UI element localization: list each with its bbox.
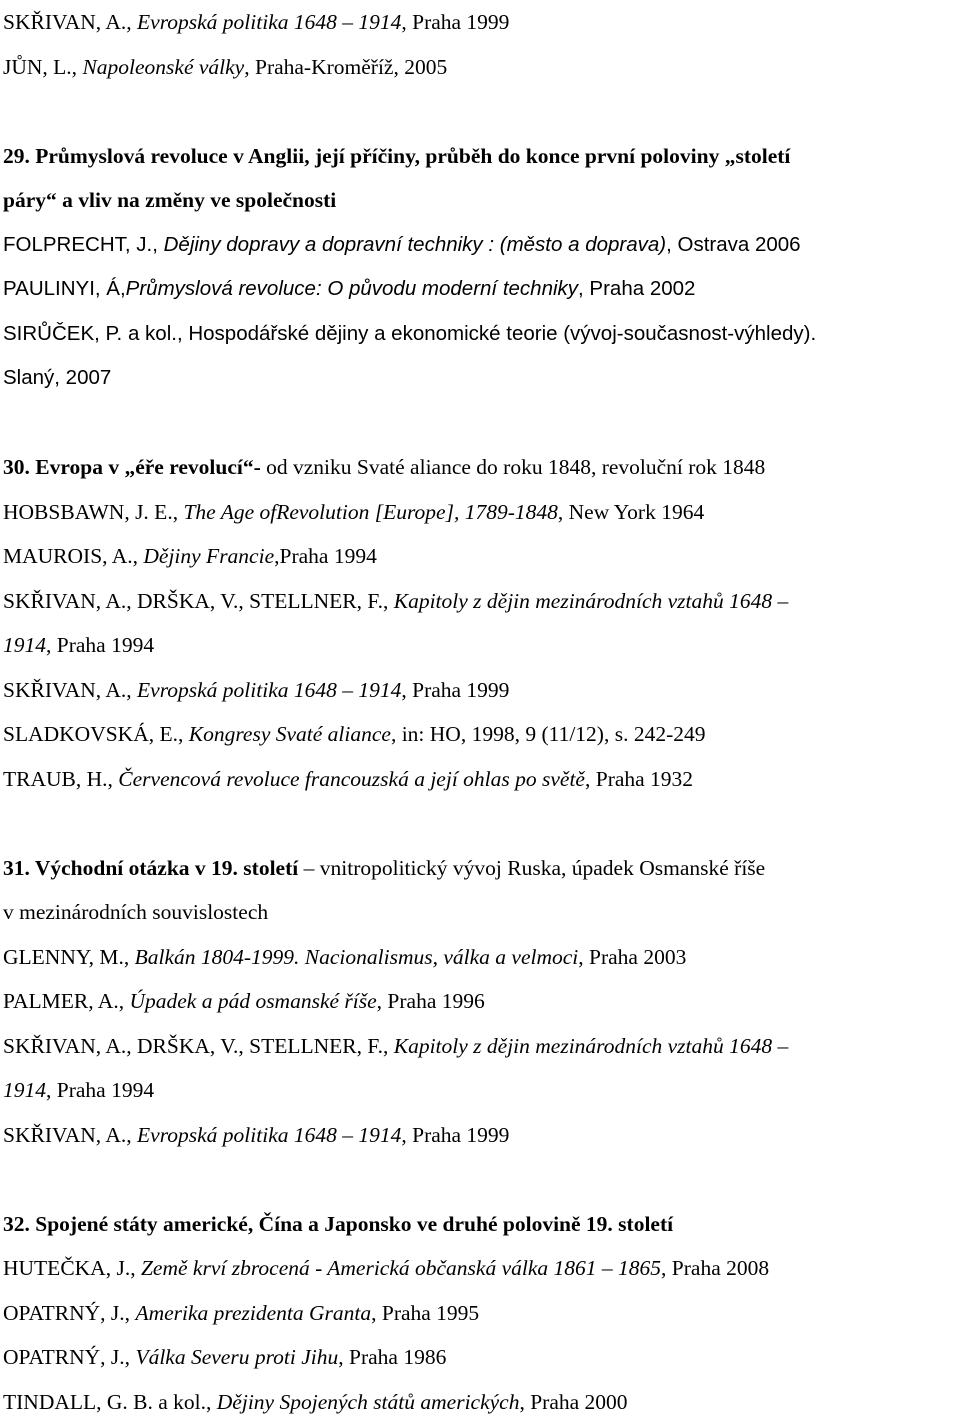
text-line — [3, 846, 940, 891]
text-segment: SIRŮČEK, P. a kol., Hospodářské dějiny a ekonomické teorie (vývoj-současnost-výhledy). — [3, 322, 816, 345]
text-line — [3, 890, 940, 935]
text-segment: , Praha 2008 — [661, 1256, 769, 1280]
text-line — [3, 223, 940, 268]
text-line — [3, 445, 940, 490]
text-segment: , Praha 2002 — [578, 277, 695, 300]
text-segment: , New York 1964 — [558, 500, 704, 524]
title-text: Amerika prezidenta Granta — [135, 1301, 371, 1325]
text-line — [3, 1335, 940, 1380]
text-line — [3, 534, 940, 579]
text-segment: od vzniku Svaté aliance do roku 1848, revoluční rok 1848 — [266, 455, 765, 479]
text-line — [3, 668, 940, 713]
text-line — [3, 490, 940, 535]
title-text: Země krví zbrocená - Americká občanská válka 1861 – 1865 — [141, 1256, 661, 1280]
text-segment: TRAUB, H., — [3, 767, 118, 791]
text-line — [3, 178, 940, 223]
text-segment: SKŘIVAN, A., — [3, 678, 137, 702]
title-text: Evropská politika 1648 – 1914 — [137, 678, 401, 702]
heading-text: 30. Evropa v „éře revolucí“- — [3, 455, 266, 479]
text-segment: FOLPRECHT, J., — [3, 233, 164, 256]
heading-text: páry“ a vliv na změny ve společnosti — [3, 188, 336, 212]
text-line — [3, 356, 940, 401]
blank-line — [3, 401, 940, 446]
blank-line — [3, 89, 940, 134]
text-segment: v mezinárodních souvislostech — [3, 900, 268, 924]
text-segment: , Praha 1994 — [46, 1078, 154, 1102]
text-segment: , Praha 1995 — [371, 1301, 479, 1325]
title-text: Evropská politika 1648 – 1914 — [137, 1123, 401, 1147]
text-line — [3, 757, 940, 802]
text-line — [3, 1024, 940, 1069]
text-segment: – vnitropolitický vývoj Ruska, úpadek Osmanské říše — [304, 856, 766, 880]
text-segment: PALMER, A., — [3, 989, 129, 1013]
text-segment: , in: HO, 1998, 9 (11/12), s. 242-249 — [391, 722, 706, 746]
title-text: Průmyslová revoluce: O původu moderní techniky — [126, 277, 578, 300]
text-segment: , Ostrava 2006 — [666, 233, 800, 256]
title-text: Úpadek a pád osmanské říše — [129, 989, 376, 1013]
title-text: Kongresy Svaté aliance — [189, 722, 391, 746]
text-segment: TINDALL, G. B. a kol., — [3, 1390, 217, 1414]
text-line — [3, 1068, 940, 1113]
title-text: Kapitoly z dějin mezinárodních vztahů 1648 – — [394, 1034, 789, 1058]
text-line — [3, 1246, 940, 1291]
text-segment: GLENNY, M., — [3, 945, 135, 969]
text-segment: , Praha 2000 — [519, 1390, 627, 1414]
title-text: Dějiny dopravy a dopravní techniky : (město a doprava) — [164, 233, 667, 256]
text-segment: , Praha 1986 — [338, 1345, 446, 1369]
text-segment: , Praha 1996 — [377, 989, 485, 1013]
text-line — [3, 979, 940, 1024]
text-segment: , Praha-Kroměříž, 2005 — [244, 55, 447, 79]
heading-text: 32. Spojené státy americké, Čína a Japonsko ve druhé polovině 19. století — [3, 1212, 673, 1236]
title-text: Napoleonské války — [82, 55, 244, 79]
text-segment: , Praha 1999 — [401, 1123, 509, 1147]
heading-text: 31. Východní otázka v 19. století — [3, 856, 304, 880]
text-line — [3, 1113, 940, 1158]
heading-text: 29. Průmyslová revoluce v Anglii, její příčiny, průběh do konce první poloviny „století — [3, 144, 790, 168]
text-segment: , Praha 1999 — [401, 10, 509, 34]
text-segment: MAUROIS, A., — [3, 544, 143, 568]
text-segment: SKŘIVAN, A., — [3, 10, 137, 34]
title-text: 1914 — [3, 1078, 46, 1102]
text-segment: HUTEČKA, J., — [3, 1256, 141, 1280]
text-line — [3, 712, 940, 757]
title-text: Kapitoly z dějin mezinárodních vztahů 1648 – — [394, 589, 789, 613]
text-segment: OPATRNÝ, J., — [3, 1345, 135, 1369]
text-segment: PAULINYI, Á, — [3, 277, 126, 300]
blank-line — [3, 801, 940, 846]
text-line — [3, 623, 940, 668]
text-line — [3, 1380, 940, 1424]
title-text: Balkán 1804-1999. Nacionalismus, válka a velmoci — [135, 945, 579, 969]
title-text: Dějiny Francie — [143, 544, 274, 568]
text-segment: , Praha 1994 — [46, 633, 154, 657]
text-line — [3, 1202, 940, 1247]
text-segment: , Praha 1932 — [585, 767, 693, 791]
blank-line — [3, 1157, 940, 1202]
text-line — [3, 134, 940, 179]
title-text: Dějiny Spojených států amerických — [217, 1390, 520, 1414]
title-text: 1914 — [3, 633, 46, 657]
text-line — [3, 45, 940, 90]
text-segment: SLADKOVSKÁ, E., — [3, 722, 189, 746]
text-line — [3, 267, 940, 312]
text-line — [3, 935, 940, 980]
text-line — [3, 1291, 940, 1336]
title-text: Červencová revoluce francouzská a její ohlas po světě — [118, 767, 585, 791]
title-text: Evropská politika 1648 – 1914 — [137, 10, 401, 34]
text-segment: , Praha 1999 — [401, 678, 509, 702]
text-line — [3, 579, 940, 624]
text-segment: SKŘIVAN, A., DRŠKA, V., STELLNER, F., — [3, 1034, 394, 1058]
text-segment: Slaný, 2007 — [3, 366, 111, 389]
text-line — [3, 312, 940, 357]
title-text: The Age ofRevolution [Europe], 1789-1848 — [183, 500, 557, 524]
text-segment: ,Praha 1994 — [274, 544, 377, 568]
text-segment: OPATRNÝ, J., — [3, 1301, 135, 1325]
text-segment: , Praha 2003 — [578, 945, 686, 969]
title-text: Válka Severu proti Jihu — [135, 1345, 338, 1369]
text-segment: HOBSBAWN, J. E., — [3, 500, 183, 524]
text-line — [3, 0, 940, 45]
text-segment: JŮN, L., — [3, 55, 82, 79]
text-segment: SKŘIVAN, A., DRŠKA, V., STELLNER, F., — [3, 589, 394, 613]
text-segment: SKŘIVAN, A., — [3, 1123, 137, 1147]
